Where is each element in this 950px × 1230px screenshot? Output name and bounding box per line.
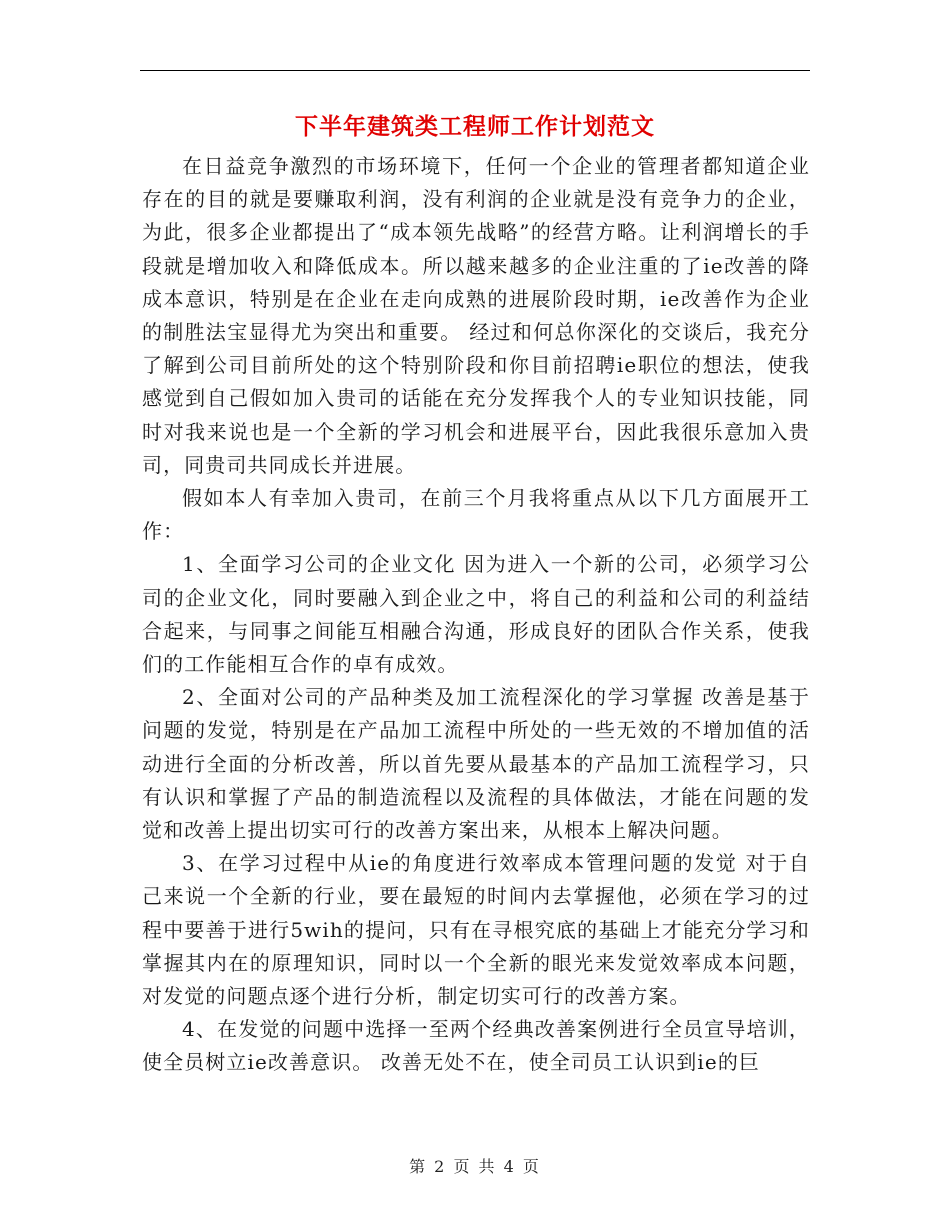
paragraph-plan-intro: 假如本人有幸加入贵司，在前三个月我将重点从以下几方面展开工作： [142, 486, 810, 544]
header-rule [140, 70, 810, 71]
paragraph-item-3: 3、在学习过程中从ie的角度进行效率成本管理问题的发觉 对于自己来说一个全新的行业，要在最短的时间内去掌握他，必须在学习的过程中要善于进行5wih的提问，只有在寻根究底的基础上才能充分学习和掌握其内在的原理知识，同时以一个全新的眼光来发觉效率成本问题，对发觉的问题点逐个进行分析，制定切实可行的改善方案。 [142, 851, 810, 1009]
paragraph-item-1: 1、全面学习公司的企业文化 因为进入一个新的公司，必须学习公司的企业文化，同时要融入到企业之中，将自己的利益和公司的利益结合起来，与同事之间能互相融合沟通，形成良好的团队合作关系，使我们的工作能相互合作的卓有成效。 [142, 552, 810, 677]
paragraph-intro: 在日益竞争激烈的市场环境下，任何一个企业的管理者都知道企业存在的目的就是要赚取利润，没有利润的企业就是没有竞争力的企业，为此，很多企业都提出了“成本领先战略”的经营方略。让利润增长的手段就是增加收入和降低成本。所以越来越多的企业注重的了ie改善的降成本意识，特别是在企业在走向成熟的进展阶段时期，ie改善作为企业的制胜法宝显得尤为突出和重要。 经过和何总你深化的交谈后，我充分了解到公司目前所处的这个特别阶段和你目前招聘ie职位的想法，使我感觉到自己假如加入贵司的话能在充分发挥我个人的专业知识技能，同时对我来说也是一个全新的学习机会和进展平台，因此我很乐意加入贵司，同贵司共同成长并进展。 [142, 154, 810, 477]
paragraph-item-2: 2、全面对公司的产品种类及加工流程深化的学习掌握 改善是基于问题的发觉，特别是在产品加工流程中所处的一些无效的不增加值的活动进行全面的分析改善，所以首先要从最基本的产品加工流程学习，只有认识和掌握了产品的制造流程以及流程的具体做法，才能在问题的发觉和改善上提出切实可行的改善方案出来，从根本上解决问题。 [142, 685, 810, 843]
document-title: 下半年建筑类工程师工作计划范文 [295, 113, 655, 140]
document-body [142, 150, 810, 1080]
page-number: 第 2 页 共 4 页 [409, 1157, 541, 1176]
paragraph-item-4: 4、在发觉的问题中选择一至两个经典改善案例进行全员宣导培训，使全员树立ie改善意识。 改善无处不在，使全司员工认识到ie的巨 [142, 1017, 810, 1075]
